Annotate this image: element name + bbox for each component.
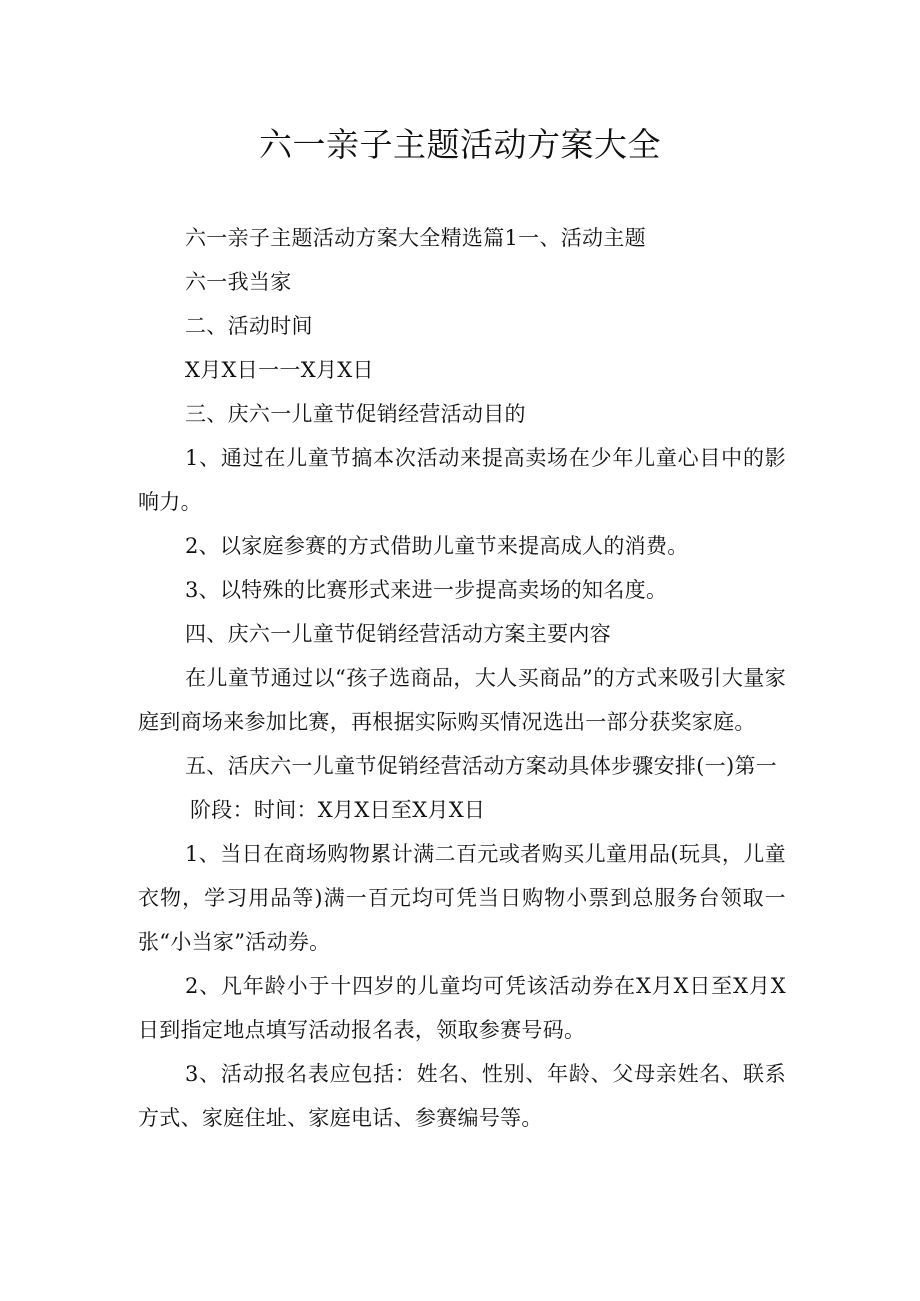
- paragraph-activity-date: X月X日一一X月X日: [185, 358, 374, 382]
- heading-activity-time: 二、活动时间: [185, 314, 313, 338]
- document-body: [138, 216, 786, 1140]
- heading-main-content: 四、庆六一儿童节促销经营活动方案主要内容: [185, 622, 611, 646]
- paragraph-purpose-2: 2、以家庭参赛的方式借助儿童节来提高成人的消费。: [185, 534, 689, 558]
- paragraph-main-content: 在儿童节通过以“孩子选商品，大人买商品”的方式来吸引大量家庭到商场来参加比赛，再根据实际购买情况选出一部分获奖家庭。: [138, 666, 786, 734]
- heading-steps: 五、活庆六一儿童节促销经营活动方案动具体步骤安排(一)第一: [185, 754, 778, 778]
- paragraph-purpose-3: 3、以特殊的比赛形式来进一步提高卖场的知名度。: [185, 578, 668, 602]
- paragraph-step-2: 2、凡年龄小于十四岁的儿童均可凭该活动券在X月X日至X月X日到指定地点填写活动报名表，领取参赛号码。: [138, 974, 786, 1042]
- paragraph-purpose-1: 1、通过在儿童节搞本次活动来提高卖场在少年儿童心目中的影响力。: [138, 446, 786, 514]
- heading-activity-purpose: 三、庆六一儿童节促销经营活动目的: [185, 402, 526, 426]
- document-title: 六一亲子主题活动方案大全: [259, 125, 661, 164]
- paragraph-intro-theme: 六一亲子主题活动方案大全精选篇1一、活动主题: [185, 226, 646, 250]
- paragraph-stage-time: 阶段：时间：X月X日至X月X日: [190, 798, 486, 822]
- paragraph-step-1: 1、当日在商场购物累计满二百元或者购买儿童用品(玩具，儿童衣物，学习用品等)满一百元均可凭当日购物小票到总服务台领取一张“小当家”活动券。: [138, 842, 786, 954]
- paragraph-step-3: 3、活动报名表应包括：姓名、性别、年龄、父母亲姓名、联系方式、家庭住址、家庭电话、参赛编号等。: [138, 1062, 786, 1130]
- paragraph-theme-name: 六一我当家: [185, 270, 292, 294]
